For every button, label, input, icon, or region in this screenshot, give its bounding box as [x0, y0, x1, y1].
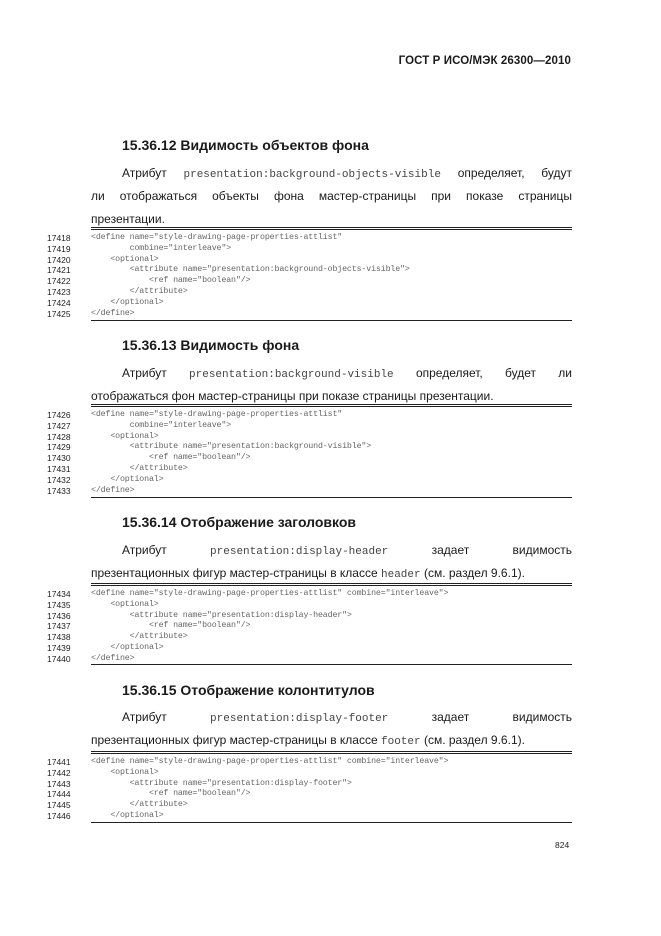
code-line: [0, 453, 661, 463]
section-heading: 15.36.14 Отображение заголовков: [122, 514, 357, 530]
line-number: 17431: [47, 464, 71, 474]
line-number: 17446: [47, 811, 71, 821]
line-number: 17425: [47, 308, 71, 319]
code-line: [0, 475, 661, 485]
paragraph-line: презентационных фигур мастер-страницы в классе footer (см. раздел 9.6.1).: [91, 733, 525, 748]
paragraph-line: презентации.: [91, 212, 165, 226]
code-line: [0, 789, 661, 799]
code-text: <optional>: [91, 254, 159, 264]
line-number: 17423: [47, 287, 71, 297]
code-line: [0, 811, 661, 821]
code-line: [0, 768, 661, 778]
line-number: 17426: [47, 410, 71, 420]
code-line: [0, 255, 661, 265]
code-text: </optional>: [91, 297, 164, 307]
code-line: [0, 654, 661, 664]
code-line: [0, 410, 661, 420]
line-number: 17442: [47, 767, 71, 778]
section-paragraph: [91, 162, 572, 231]
code-top-rule: [91, 404, 572, 407]
paragraph-line: Атрибут presentation:display-footer задает видимость: [122, 710, 572, 725]
code-text: <define name="style-drawing-page-properties-attlist": [91, 233, 343, 242]
document-header: ГОСТ Р ИСО/МЭК 26300—2010: [398, 55, 571, 67]
code-text: </attribute>: [91, 464, 188, 473]
line-number: 17432: [47, 474, 71, 485]
code-line: [0, 464, 661, 474]
code-line: [0, 643, 661, 653]
code-text: <optional>: [91, 767, 159, 777]
code-text: </define>: [91, 485, 135, 495]
line-number: 17443: [47, 778, 71, 789]
section-paragraph: [91, 362, 572, 408]
code-line: [0, 233, 661, 243]
code-line: [0, 442, 661, 452]
line-number: 17427: [47, 420, 71, 431]
code-text: <optional>: [91, 599, 159, 609]
code-line: [0, 621, 661, 631]
code-line: [0, 309, 661, 319]
section-heading: 15.36.15 Отображение колонтитулов: [122, 682, 375, 698]
code-text: </optional>: [91, 811, 164, 820]
code-text: <attribute name="presentation:background-objects-visible">: [91, 265, 410, 275]
line-number: 17428: [47, 431, 71, 442]
code-line: [0, 287, 661, 297]
code-line: [0, 800, 661, 810]
code-text: </optional>: [91, 474, 164, 484]
line-number: 17435: [47, 599, 71, 610]
code-bottom-rule: [91, 320, 572, 321]
line-number: 17445: [47, 800, 71, 811]
page-number: 824: [555, 840, 570, 850]
section-heading: 15.36.13 Видимость фона: [122, 337, 300, 353]
code-text: <attribute name="presentation:display-header">: [91, 610, 352, 620]
code-top-rule: [91, 583, 572, 586]
code-text: <ref name="boolean"/>: [91, 789, 251, 799]
code-text: </attribute>: [91, 632, 188, 642]
line-number: 17433: [47, 485, 71, 496]
code-line: [0, 757, 661, 767]
code-line: [0, 600, 661, 610]
paragraph-line: презентационных фигур мастер-страницы в классе header (см. раздел 9.6.1).: [91, 566, 525, 581]
code-text: </define>: [91, 653, 135, 663]
line-number: 17419: [47, 243, 71, 254]
code-text: <ref name="boolean"/>: [91, 621, 251, 631]
code-text: </define>: [91, 308, 135, 318]
code-line: [0, 486, 661, 496]
line-number: 17434: [47, 589, 71, 599]
line-number: 17437: [47, 621, 71, 632]
line-number: 17422: [47, 276, 71, 287]
code-text: <define name="style-drawing-page-properties-attlist" combine="interleave">: [91, 757, 449, 766]
line-number: 17439: [47, 643, 71, 653]
code-text: <define name="style-drawing-page-properties-attlist": [91, 410, 343, 419]
paragraph-line: ли отображаться объекты фона мастер-страницы при показе страницы: [91, 189, 572, 203]
code-bottom-rule: [91, 497, 572, 498]
code-line: [0, 589, 661, 599]
code-line: [0, 779, 661, 789]
paragraph-line: Атрибут presentation:background-objects-visible определяет, будут: [122, 166, 573, 181]
code-line: [0, 421, 661, 431]
code-text: </attribute>: [91, 800, 188, 810]
code-bottom-rule: [91, 664, 572, 665]
code-bottom-rule: [91, 822, 572, 823]
line-number: 17436: [47, 610, 71, 621]
line-number: 17441: [47, 757, 71, 767]
code-line: [0, 276, 661, 286]
code-text: </attribute>: [91, 287, 188, 296]
line-number: 17420: [47, 254, 71, 265]
code-text: combine="interleave">: [91, 420, 232, 430]
code-line: [0, 432, 661, 442]
paragraph-line: Атрибут presentation:display-header задает видимость: [122, 543, 572, 558]
code-text: <ref name="boolean"/>: [91, 453, 251, 463]
code-text: <define name="style-drawing-page-properties-attlist" combine="interleave">: [91, 589, 449, 598]
paragraph-line: Атрибут presentation:background-visible определяет, будет ли: [122, 366, 573, 381]
code-line: [0, 632, 661, 642]
section-heading: 15.36.12 Видимость объектов фона: [122, 137, 369, 153]
paragraph-line: отображаться фон мастер-страницы при показе страницы презентации.: [91, 389, 494, 403]
code-line: [0, 265, 661, 275]
code-text: <optional>: [91, 431, 159, 441]
section-paragraph: [91, 539, 572, 585]
code-text: <attribute name="presentation:display-footer">: [91, 778, 352, 788]
code-line: [0, 244, 661, 254]
code-text: <ref name="boolean"/>: [91, 276, 251, 286]
code-top-rule: [91, 751, 572, 754]
line-number: 17424: [47, 297, 71, 308]
code-top-rule: [91, 227, 572, 230]
code-text: combine="interleave">: [91, 243, 232, 253]
line-number: 17440: [47, 653, 71, 664]
code-text: <attribute name="presentation:background-visible">: [91, 442, 372, 452]
line-number: 17429: [47, 442, 71, 453]
code-line: [0, 611, 661, 621]
code-line: [0, 298, 661, 308]
line-number: 17438: [47, 632, 71, 643]
line-number: 17421: [47, 265, 71, 276]
line-number: 17418: [47, 233, 71, 243]
section-paragraph: [91, 706, 572, 752]
line-number: 17430: [47, 453, 71, 464]
line-number: 17444: [47, 789, 71, 800]
code-text: </optional>: [91, 643, 164, 652]
